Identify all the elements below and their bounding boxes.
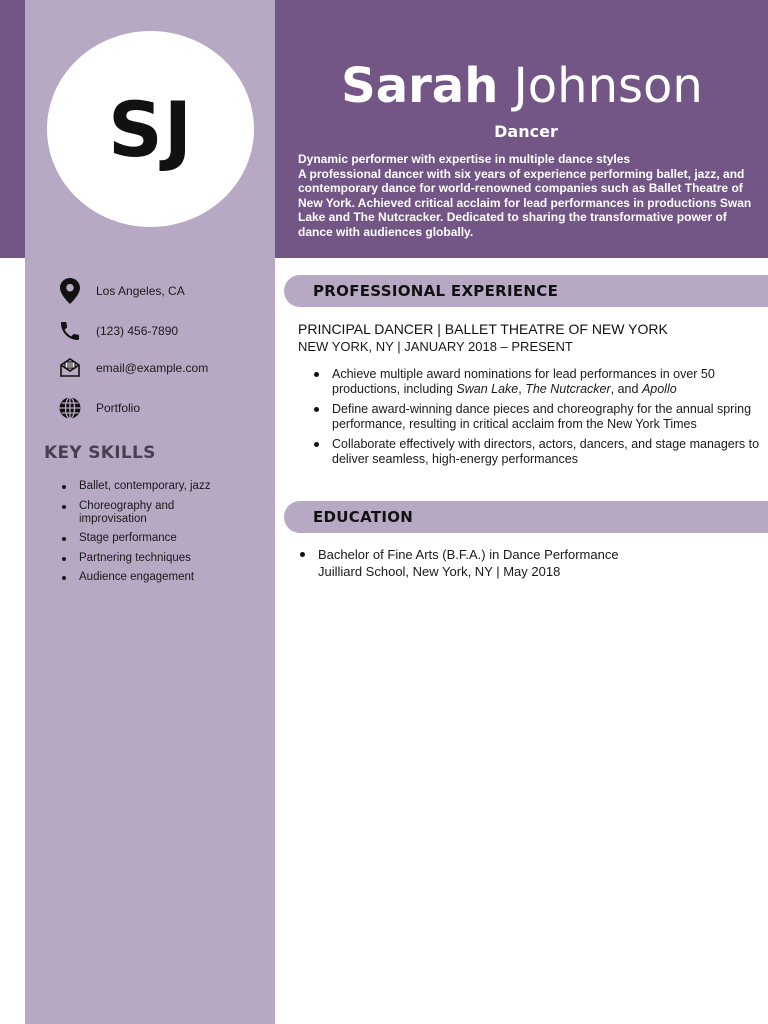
- profile-summary: [298, 152, 760, 240]
- work-title: The Nutcracker: [525, 382, 611, 396]
- skills-list: [60, 480, 260, 591]
- location-pin-icon: [58, 279, 82, 303]
- skill-item: Audience engagement: [60, 571, 260, 584]
- degree: Bachelor of Fine Arts (B.F.A.) in Dance Performance: [318, 547, 619, 562]
- skill-item: Stage performance: [60, 532, 260, 545]
- skill-item: Choreography and improvisation: [60, 500, 185, 526]
- contact-location: [58, 277, 258, 305]
- education-heading: EDUCATION: [313, 508, 414, 526]
- summary-body: A professional dancer with six years of experience performing ballet, jazz, and contemporary dance for world-renowned companies such as Ballet Theatre of New York. Achieved critical acclaim for lead performances in productions Swan Lake and The Nutcracker. Dedicated to sharing the transformative power of dance with audiences globally.: [298, 166, 752, 239]
- job-role: Dancer: [494, 122, 558, 141]
- experience-bullet: Collaborate effectively with directors, actors, dancers, and stage managers to deliver seamless, high-energy performances: [314, 437, 764, 467]
- phone-text: (123) 456-7890: [96, 324, 179, 338]
- avatar: [47, 31, 254, 227]
- education-entry: [298, 546, 758, 580]
- envelope-icon: [58, 356, 82, 380]
- work-title: Apollo: [641, 382, 677, 396]
- key-skills-heading: KEY SKILLS: [44, 443, 156, 463]
- experience-heading: PROFESSIONAL EXPERIENCE: [313, 282, 559, 300]
- skill-item: Partnering techniques: [60, 552, 260, 565]
- work-title: Swan Lake: [456, 382, 519, 396]
- last-name: Johnson: [513, 58, 703, 114]
- summary-headline: Dynamic performer with expertise in multiple dance styles: [298, 152, 631, 166]
- job-title: PRINCIPAL DANCER | BALLET THEATRE OF NEW YORK: [298, 321, 668, 337]
- email-link[interactable]: email@example.com: [96, 361, 209, 375]
- education-section-bar: [284, 501, 768, 533]
- contact-email[interactable]: [58, 354, 258, 382]
- school: Juilliard School, New York, NY | May 2018: [318, 564, 561, 579]
- experience-bullet: Define award-winning dance pieces and choreography for the annual spring performance, resulting in critical acclaim from the New York Times: [314, 402, 764, 432]
- experience-section-bar: [284, 275, 768, 307]
- experience-bullets: [314, 367, 764, 467]
- phone-icon: [58, 319, 82, 343]
- location-text: Los Angeles, CA: [96, 284, 185, 298]
- contact-phone: [58, 317, 258, 345]
- contact-portfolio[interactable]: [58, 394, 258, 422]
- globe-icon: [58, 396, 82, 420]
- job-meta: NEW YORK, NY | JANUARY 2018 – PRESENT: [298, 339, 573, 354]
- first-name: Sarah: [341, 58, 499, 114]
- avatar-initials: SJ: [107, 84, 193, 174]
- portfolio-link[interactable]: Portfolio: [96, 401, 141, 415]
- skill-item: Ballet, contemporary, jazz: [60, 480, 260, 493]
- experience-bullet: Achieve multiple award nominations for lead performances in over 50 productions, including Swan Lake, The Nutcracker, and Apollo: [314, 367, 764, 397]
- candidate-name: [276, 58, 768, 114]
